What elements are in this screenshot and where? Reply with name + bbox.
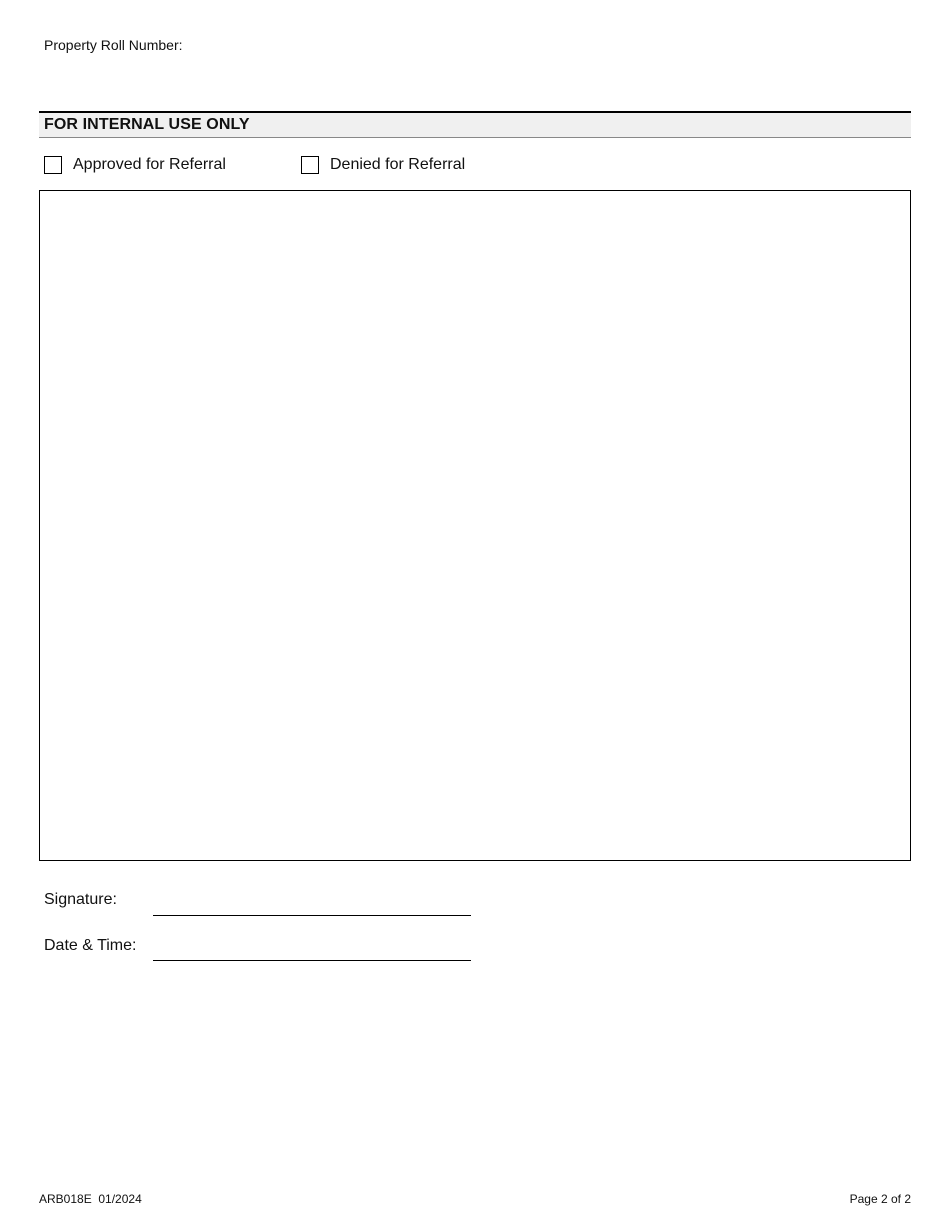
internal-use-header	[39, 111, 911, 138]
approved-for-referral-checkbox[interactable]	[44, 153, 226, 177]
date-time-field[interactable]	[153, 960, 471, 961]
form-code: ARB018E 01/2024	[39, 1192, 142, 1206]
property-roll-number-label: Property Roll Number:	[44, 37, 183, 53]
denied-for-referral-label: Denied for Referral	[330, 156, 466, 173]
notes-textarea[interactable]	[39, 190, 911, 861]
signature-label: Signature:	[44, 891, 117, 908]
date-time-label: Date & Time:	[44, 937, 137, 954]
page-number: Page 2 of 2	[849, 1192, 911, 1206]
denied-for-referral-checkbox[interactable]	[301, 153, 465, 177]
signature-field[interactable]	[153, 915, 471, 916]
checkbox-icon[interactable]	[44, 156, 62, 174]
approved-for-referral-label: Approved for Referral	[73, 156, 226, 173]
internal-use-title: FOR INTERNAL USE ONLY	[44, 116, 250, 133]
checkbox-icon[interactable]	[301, 156, 319, 174]
